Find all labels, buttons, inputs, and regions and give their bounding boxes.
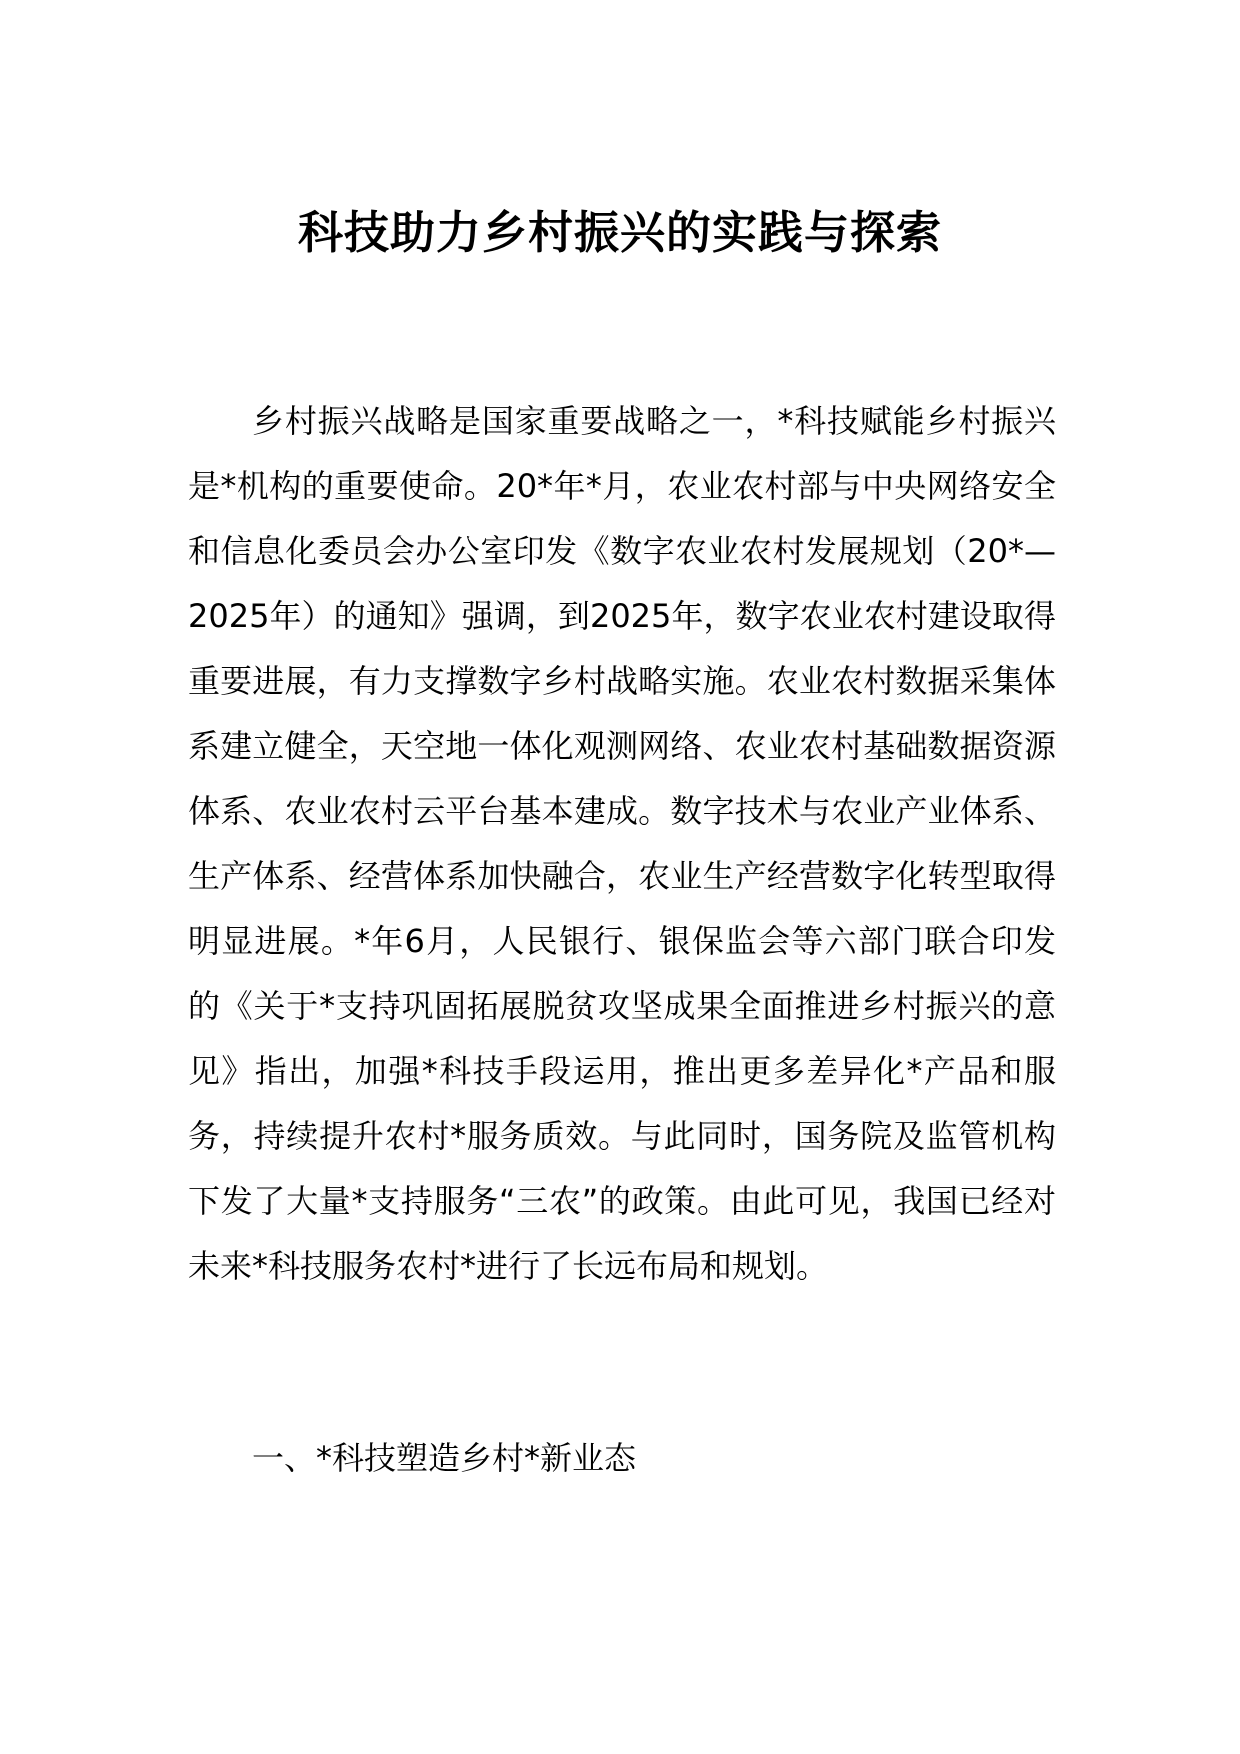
section-heading-1: 一、*科技塑造乡村*新业态 xyxy=(252,1439,637,1477)
document-title: 科技助力乡村振兴的实践与探索 xyxy=(297,206,942,259)
intro-paragraph: 乡村振兴战略是国家重要战略之一，*科技赋能乡村振兴是*机构的重要使命。20*年*月，农业农村部与中央网络安全和信息化委员会办公室印发《数字农业农村发展规划（20*—2025年）的通知》强调，到2025年，数字农业农村建设取得重要进展，有力支撑数字乡村战略实施。农业农村数据采集体系建立健全，天空地一体化观测网络、农业农村基础数据资源体系、农业农村云平台基本建成。数字技术与农业产业体系、生产体系、经营体系加快融合，农业生产经营数字化转型取得明显进展。*年6月，人民银行、银保监会等六部门联合印发的《关于*支持巩固拓展脱贫攻坚成果全面推进乡村振兴的意见》指出，加强*科技手段运用，推出更多差异化*产品和服务，持续提升农村*服务质效。与此同时，国务院及监管机构下发了大量*支持服务“三农”的政策。由此可见，我国已经对未来*科技服务农村*进行了长远布局和规划。 xyxy=(188,402,1056,1285)
